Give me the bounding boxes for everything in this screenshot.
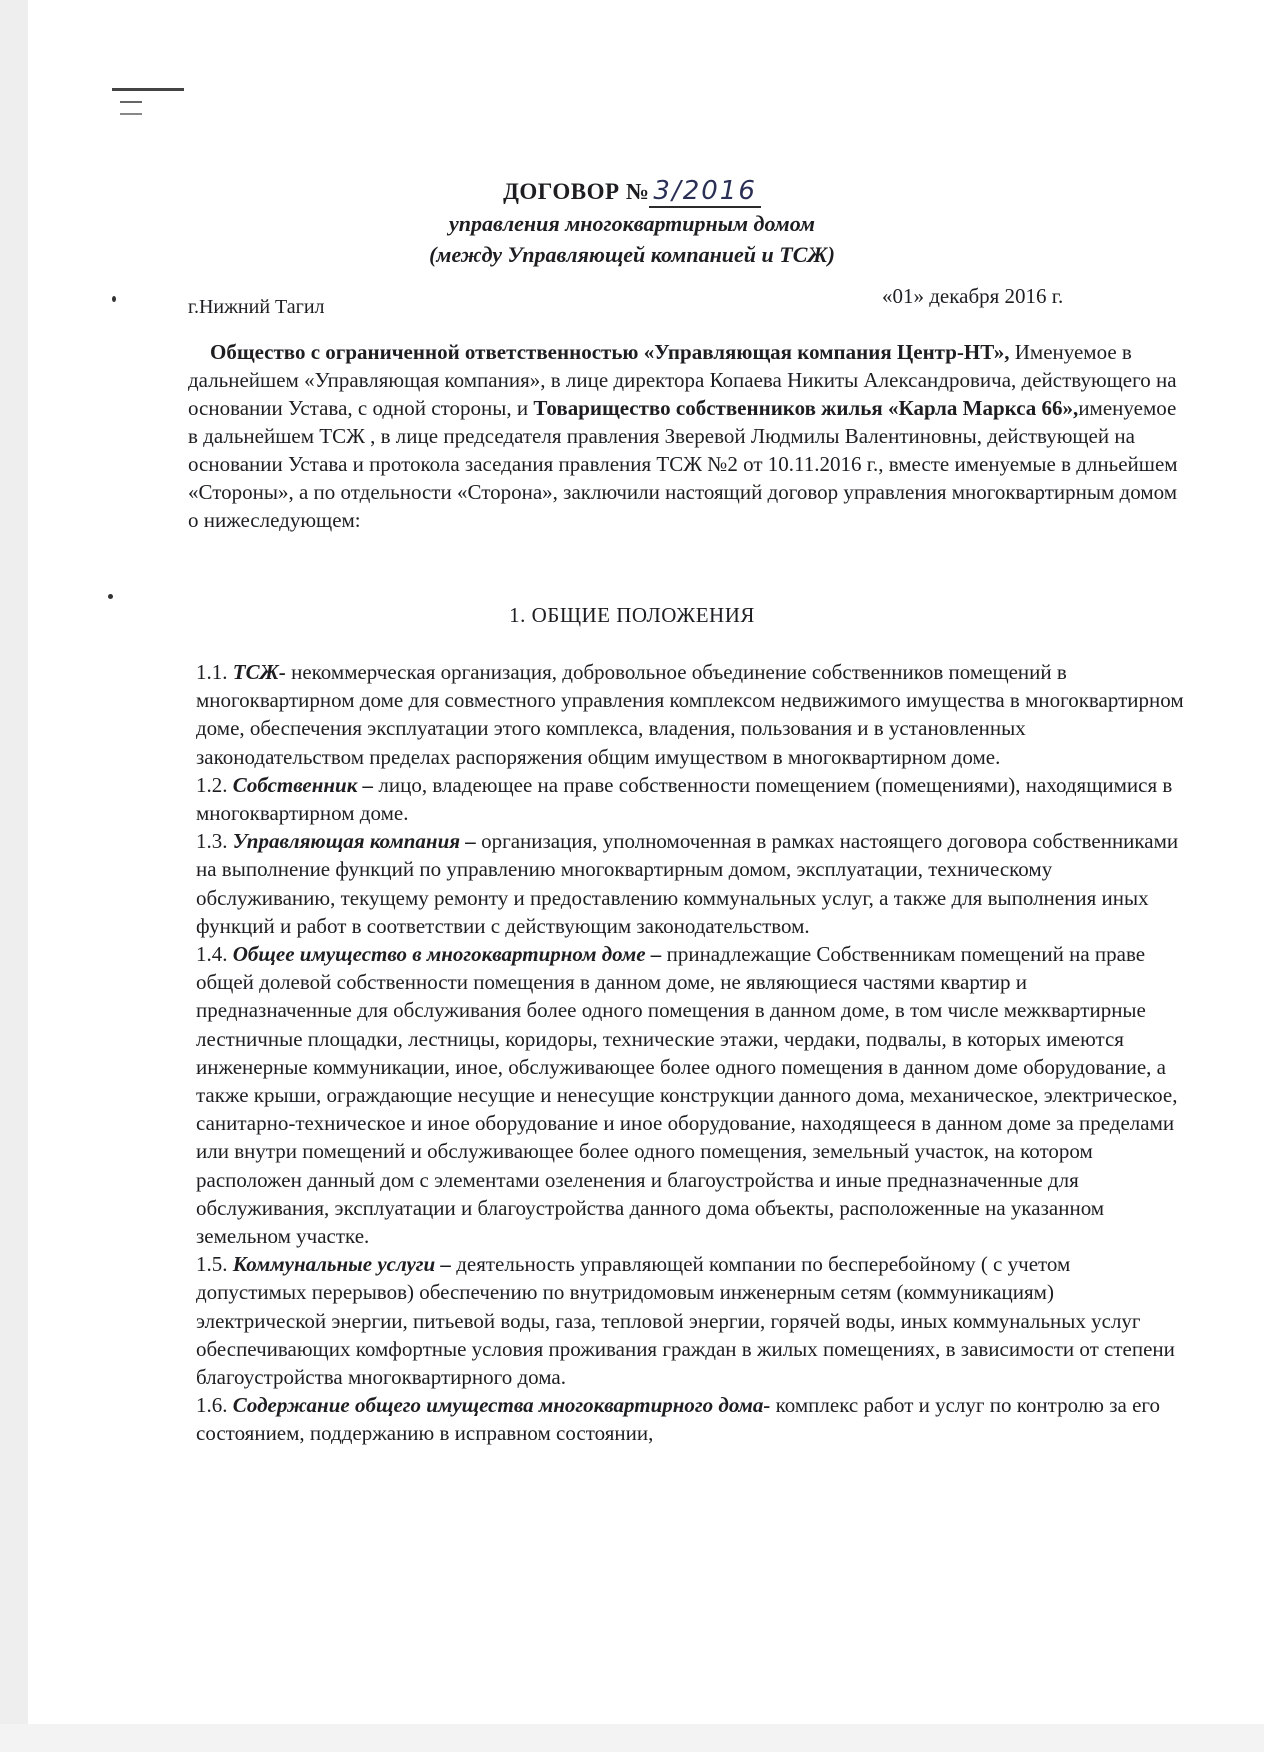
definition-item: [196, 771, 1186, 827]
section-heading: 1. ОБЩИЕ ПОЛОЖЕНИЯ: [509, 603, 755, 627]
definition-text: организация, уполномоченная в рамках настоящего договора собственниками на выполнение функций по управлению многоквартирным домом, эксплуатации, техническому обслуживанию, текущему ремонту и предоставлению коммунальных услуг, а также для выполнения иных функций и работ в соответствии с действующим законодательством.: [196, 829, 1179, 938]
definition-item: [196, 658, 1186, 771]
title-prefix: ДОГОВОР №: [503, 179, 650, 204]
preamble-text: именуемое в дальнейшем ТСЖ , в лице председателя правления Зверевой Людмилы Валентиновны, действующей на основании Устава и протокола заседания правления ТСЖ №2 от 10.11.2016 г., вместе именуемые в длньейшем «Стороны», а по отдельности «Сторона», заключили настоящий договор управления многоквартирным домом о нижеследующем:: [188, 396, 1178, 532]
defined-term: Общее имущество в многоквартирном доме –: [232, 942, 662, 967]
scan-artifact-dot: [112, 296, 116, 302]
scan-edge-bottom: [0, 1724, 1264, 1752]
contract-place: г.Нижний Тагил: [188, 296, 325, 318]
document-subtitle: управления многоквартирным домом: [449, 211, 815, 236]
definition-item: [196, 1250, 1186, 1391]
party-two-name: Товарищество собственников жилья «Карла Маркса 66»,: [533, 396, 1079, 420]
definition-item: [196, 940, 1186, 1250]
document-title: [0, 176, 1264, 208]
scan-artifact-mark: [120, 101, 142, 115]
defined-term: Коммунальные услуги –: [232, 1252, 451, 1277]
definition-item: [196, 827, 1186, 940]
defined-term: Содержание общего имущества многоквартирного дома-: [232, 1393, 771, 1418]
definitions-list: [196, 658, 1186, 1448]
defined-term: Управляющая компания –: [232, 829, 476, 854]
definition-item: [196, 1391, 1186, 1447]
item-number: 1.4.: [196, 942, 233, 967]
definition-text: деятельность управляющей компании по бесперебойному ( с учетом допустимых перерывов) обеспечению по внутридомовым инженерным сетям (коммуникациям) электрической энергии, питьевой воды, газа, тепловой энергии, горячей воды, иных коммунальных услуг обеспечивающих комфортные условия проживания граждан в жилых помещениях, в зависимости от степени благоустройства многоквартирного дома.: [196, 1252, 1175, 1390]
scan-artifact-dot: [108, 594, 113, 599]
document-subtitle-parties: (между Управляющей компанией и ТСЖ): [429, 242, 835, 267]
defined-term: ТСЖ-: [232, 660, 286, 684]
preamble: [188, 338, 1180, 534]
item-number: 1.2.: [196, 772, 233, 797]
scan-artifact-mark: [112, 88, 184, 91]
item-number: 1.6.: [196, 1393, 233, 1418]
item-number: 1.5.: [196, 1252, 233, 1277]
definition-text: комплекс работ и услуг по контролю за его состоянием, поддержанию в исправном состоянии,: [196, 1393, 1160, 1446]
party-one-name: Общество с ограниченной ответственностью «Управляющая компания Центр-НТ»,: [210, 340, 1010, 364]
defined-term: Собственник –: [232, 772, 374, 797]
definition-text: некоммерческая организация, добровольное объединение собственников помещений в многоквартирном доме для совместного управления комплексом недвижимого имущества в многоквартирном доме, обеспечения эксплуатации этого комплекса, владения, пользования и в установленных законодательством пределах распоряжения общим имуществом в многоквартирном доме.: [196, 660, 1184, 769]
item-number: 1.1.: [196, 660, 233, 684]
definition-text: лицо, владеющее на праве собственности помещением (помещениями), находящимися в многоквартирном доме.: [196, 772, 1173, 826]
contract-date: «01» декабря 2016 г.: [882, 284, 1064, 308]
definition-text: принадлежащие Собственникам помещений на праве общей долевой собственности помещения в данном доме, не являющиеся частями квартир и предназначенные для обслуживания более одного помещения в данном доме, в том числе межквартирные лестничные площадки, лестницы, коридоры, технические этажи, чердаки, подвалы, в которых имеются инженерные коммуникации, иное, обслуживающее более одного помещения в данном доме оборудование, а также крыши, ограждающие несущие и ненесущие конструкции данного дома, механическое, электрическое, санитарно-техническое и иное оборудование и иное оборудование, находящееся в данном доме за пределами или внутри помещений и обслуживающее более одного помещения, земельный участок, на котором расположен данный дом с элементами озеленения и благоустройства и иные предназначенные для обслуживания, эксплуатации и благоустройства данного дома объекты, расположенные на указанном земельном участке.: [196, 942, 1178, 1249]
item-number: 1.3.: [196, 829, 233, 854]
contract-number-handwritten: 3/2016: [649, 176, 760, 208]
preamble-text: Именуемое в дальнейшем «Управляющая компания», в лице директора Копаева Никиты Александровича, действующего на основании Устава, с одной стороны, и: [188, 340, 1177, 420]
title-block: [0, 176, 1264, 270]
